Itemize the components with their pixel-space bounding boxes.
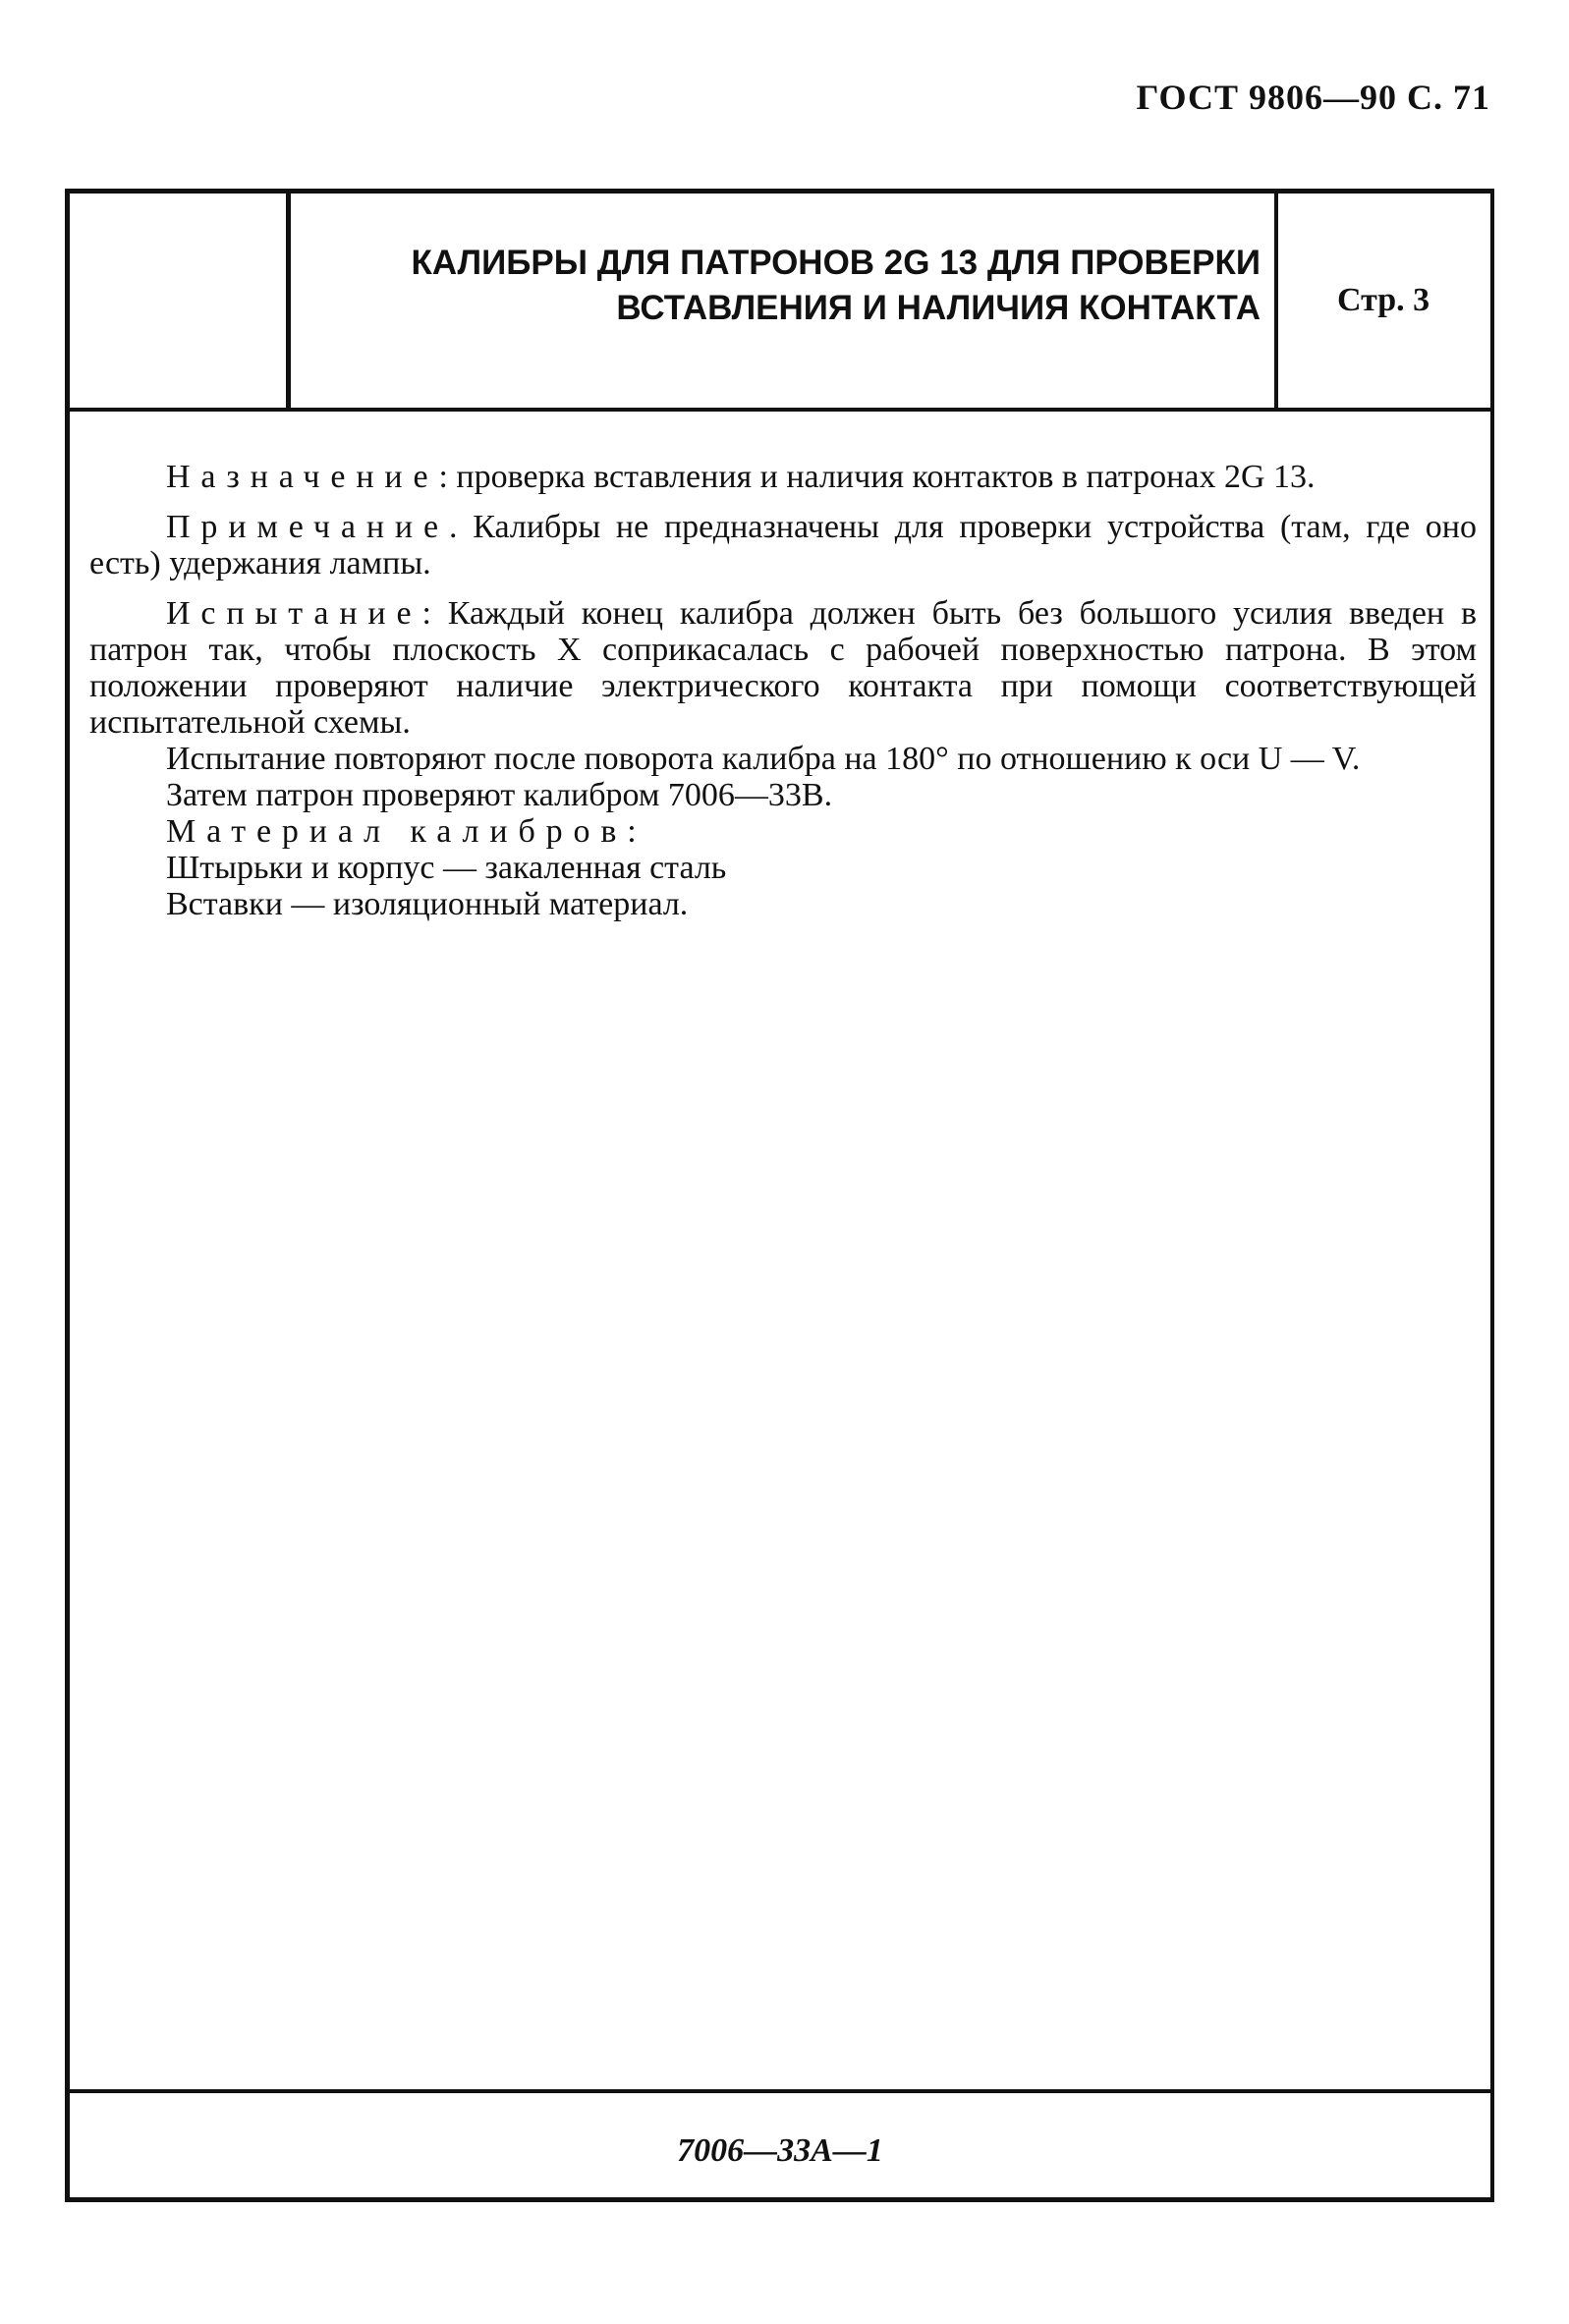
body-text (89, 459, 1477, 922)
document-title (411, 241, 1261, 331)
material-pins: Штырьки и корпус — закаленная сталь (166, 850, 727, 886)
title-row (70, 194, 1490, 412)
then-line: Затем патрон проверяют калибром 7006—33В. (166, 777, 833, 813)
material-heading: Материал калибров: (166, 813, 647, 850)
title-line-1: КАЛИБРЫ ДЛЯ ПАТРОНОВ 2G 13 ДЛЯ ПРОВЕРКИ (411, 244, 1261, 282)
title-line-2: ВСТАВЛЕНИЯ И НАЛИЧИЯ КОНТАКТА (616, 289, 1261, 327)
test-paragraph (89, 595, 1477, 741)
document-frame (65, 189, 1494, 2202)
title-cell (286, 194, 1278, 408)
gauge-code: 7006—33А—1 (677, 2132, 883, 2169)
note-label: Примечание (166, 509, 449, 545)
test-text: : Каждый конец калибра должен быть без большого усилия введен в патрон так, чтобы плоскость X соприкасалась с рабочей поверхностью патрона. В этом положении проверяют наличие электрического контакта при помощи соответствующей испытательной схемы. (89, 595, 1477, 741)
purpose-label: Назначение (166, 459, 439, 495)
repeat-paragraph: Испытание повторяют после поворота калибра на 180° по отношению к оси U — V. (166, 741, 1361, 777)
footer-row (70, 2089, 1490, 2169)
page-number: Стр. 3 (1337, 282, 1430, 318)
purpose-text: : проверка вставления и наличия контактов в патронах 2G 13. (438, 459, 1316, 495)
material-inserts: Вставки — изоляционный материал. (166, 886, 689, 922)
purpose-paragraph (89, 459, 1477, 495)
test-label: Испытание (166, 595, 422, 632)
running-header: ГОСТ 9806—90 С. 71 (1136, 78, 1490, 117)
note-paragraph (89, 509, 1477, 581)
note-text: . Калибры не предназначены для проверки устройства (там, где оно есть) удержания лампы. (89, 509, 1477, 581)
